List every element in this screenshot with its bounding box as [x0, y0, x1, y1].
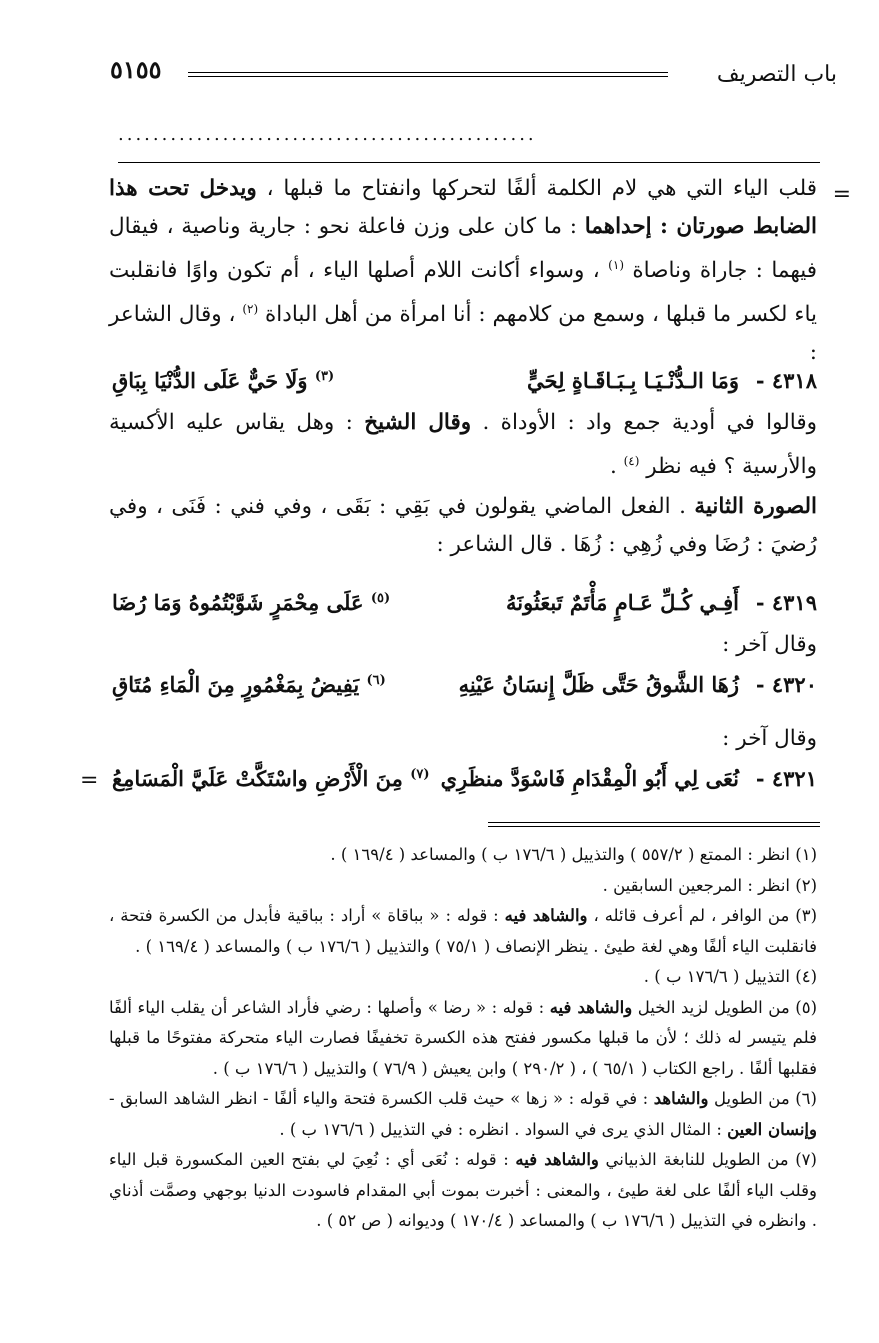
chapter-title: باب التصريف — [716, 62, 837, 87]
footnote-rule — [488, 822, 820, 823]
paragraph-3: الصورة الثانية . الفعل الماضي يقولون في بَقِي : بَقَى ، وفي فني : فَنَى ، وفي رُضيَ : رُضَا وفي زُهِي : زُهَا . قال الشاعر : — [109, 494, 817, 557]
paragraph-2: وقالوا في أودية جمع واد : الأوداة . وقال الشيخ : وهل يقاس عليه الأكسية والأرسية ؟ فيه نظر $^{(٤)}$ . — [109, 410, 817, 480]
paragraph-1: قلب الياء التي هي لام الكلمة ألفًا لتحركها وانفتاح ما قبلها ، ويدخل تحت هذا الضابط صورتان : إحداهما : ما كان على وزن فاعلة نحو : جارية وناصية ، فيقال فيهما : جاراة وناصاة $^{(١)}$ ، وسواء أكانت اللام أصلها الياء ، أم تكون واوًا فانقلبت ياء لكسر ما قبلها ، وسمع من كلامهم : أنا امرأة من أهل الباداة $^{(٢)}$ ، وقال الشاعر : — [109, 176, 817, 366]
verse-hemistich-2: $^{(٧)}$ مِنَ الْأَرْضِ واسْتَكَّتْ عَلَيَّ الْمَسَامِعُ — [112, 766, 430, 791]
verse-line — [112, 672, 817, 712]
continuation-mark-start: = — [832, 182, 851, 207]
footnote-7: (٧) من الطويل للنابغة الذبياني والشاهد فيه : قوله : نُعَى أي : نُعِيَ لي بفتح العين المكسورة قبل الياء وقلب الياء ألفًا على لغة طيئ ، والمعنى : أخبرت بموت أبي المقدام فاسودت الدنيا بوجهي وصمَّت أذناي . وانظره في التذييل ( ١٧٦/٦ ب ) والمساعد ( ١٧٠/٤ ) وديوانه ( ص ٥٢ ) . — [109, 1150, 817, 1230]
page-number: ٥١٥٥ — [110, 55, 162, 84]
verse-line — [112, 368, 817, 408]
verse-hemistich-2: $^{(٥)}$ عَلَى مِحْمَرٍ شَوَّبْتُمُوهُ وَمَا رُضَا — [112, 590, 391, 615]
footnotes-block — [109, 840, 817, 1237]
header-rule-double — [188, 76, 668, 77]
verse-hemistich-1: نُعَى لِي أَبُو الْمِقْدَامِ فَاسْوَدَّ منظَرِي — [440, 766, 739, 791]
verse-hemistich-2: $^{(٣)}$ وَلَا حَيٌّ عَلَى الدُّنْيَا بِبَاقِ — [112, 368, 335, 393]
verse-hemistich-1: أَفِـي كُـلِّ عَـامٍ مَأْتَمٌ تَبعَثُونَهُ — [506, 590, 739, 615]
footnote-ref: (٦) — [366, 673, 386, 688]
paragraph-3-block — [109, 488, 817, 564]
footnote-5: (٥) من الطويل لزيد الخيل والشاهد فيه : قوله : « رضا » وأصلها : رضي فأراد الشاعر أن يقلب الياء ألفًا فلم يتيسر له ذلك ؛ لأن ما قبلها مكسور ففتح هذه الكسرة تخفيفًا فصارت الياء متحركة مفتوحًا ما قبلها فقلبها ألفًا . راجع الكتاب ( ٦٥/١ ) ، ( ٢٩٠/٢ ) وابن يعيش ( ٧٦/٩ ) والتذييل ( ١٧٦/٦ ب ) . — [109, 997, 817, 1078]
footnote-6: (٦) من الطويل والشاهد : في قوله : « زها » حيث قلب الكسرة فتحة والياء ألفًا - انظر الشاهد السابق - وإنسان العين : المثال الذي يرى في السواد . انظره : في التذييل ( ١٧٦/٦ ب ) . — [109, 1089, 817, 1139]
footnote-3: (٣) من الوافر ، لم أعرف قائله ، والشاهد فيه : قوله : « بباقاة » أراد : بباقية فأبدل من الكسرة فتحة ، فانقلبت الياء ألفًا وهي لغة طيئ . ينظر الإنصاف ( ٧٥/١ ) والتذييل ( ١٧٦/٦ ب ) والمساعد ( ١٦٩/٤ ) . — [109, 906, 817, 956]
another-poet-label: وقال آخر : — [722, 726, 817, 751]
verse-hemistich-1: وَمَا الـدُّنْـيَـا بِـبَـاقَـاةٍ لِحَيٍّ — [527, 368, 739, 393]
separator-rule — [118, 162, 820, 163]
verse-number: ٤٣٢٠ - — [755, 672, 817, 697]
footnote-ref: (٧) — [410, 767, 430, 782]
footnote-ref: (٤) — [623, 454, 640, 468]
paragraph-2-block — [109, 404, 817, 486]
header-rule — [188, 72, 668, 73]
bold-phrase: ويدخل تحت هذا الضابط صورتان : إحداهما — [109, 176, 817, 239]
footnote-ref: (١) — [608, 258, 624, 272]
verse-number: ٤٣١٨ - — [755, 368, 817, 393]
footnote-ref: (٥) — [370, 591, 391, 606]
another-poet-label: وقال آخر : — [722, 632, 817, 657]
verse-line — [112, 766, 817, 806]
dotted-line: ................................................ — [118, 124, 537, 145]
footnote-ref: (٣) — [314, 369, 335, 384]
verse-number: ٤٣٢١ - — [755, 766, 817, 791]
main-text-block — [109, 170, 817, 372]
continuation-mark-end: = — [80, 768, 99, 793]
footnote-2: (٢) انظر : المرجعين السابقين . — [602, 875, 817, 895]
verse-number: ٤٣١٩ - — [755, 590, 817, 615]
footnote-4: (٤) التذييل ( ١٧٦/٦ ب ) . — [643, 967, 817, 986]
verse-hemistich-1: زُهَا الشَّوقُ حَتَّى ظَلَّ إِنسَانُ عَيْنِهِ — [458, 672, 739, 697]
verse-line — [112, 590, 817, 630]
footnote-rule-double — [488, 826, 820, 827]
footnote-1: (١) انظر : الممتع ( ٥٥٧/٢ ) والتذييل ( ١٧٦/٦ ب ) والمساعد ( ١٦٩/٤ ) . — [330, 845, 817, 864]
footnote-ref: (٢) — [242, 302, 259, 317]
verse-hemistich-2: $^{(٦)}$ يَفِيضُ بِمَغْمُورٍ مِنَ الْمَاءِ مُتَاقِ — [112, 672, 386, 697]
